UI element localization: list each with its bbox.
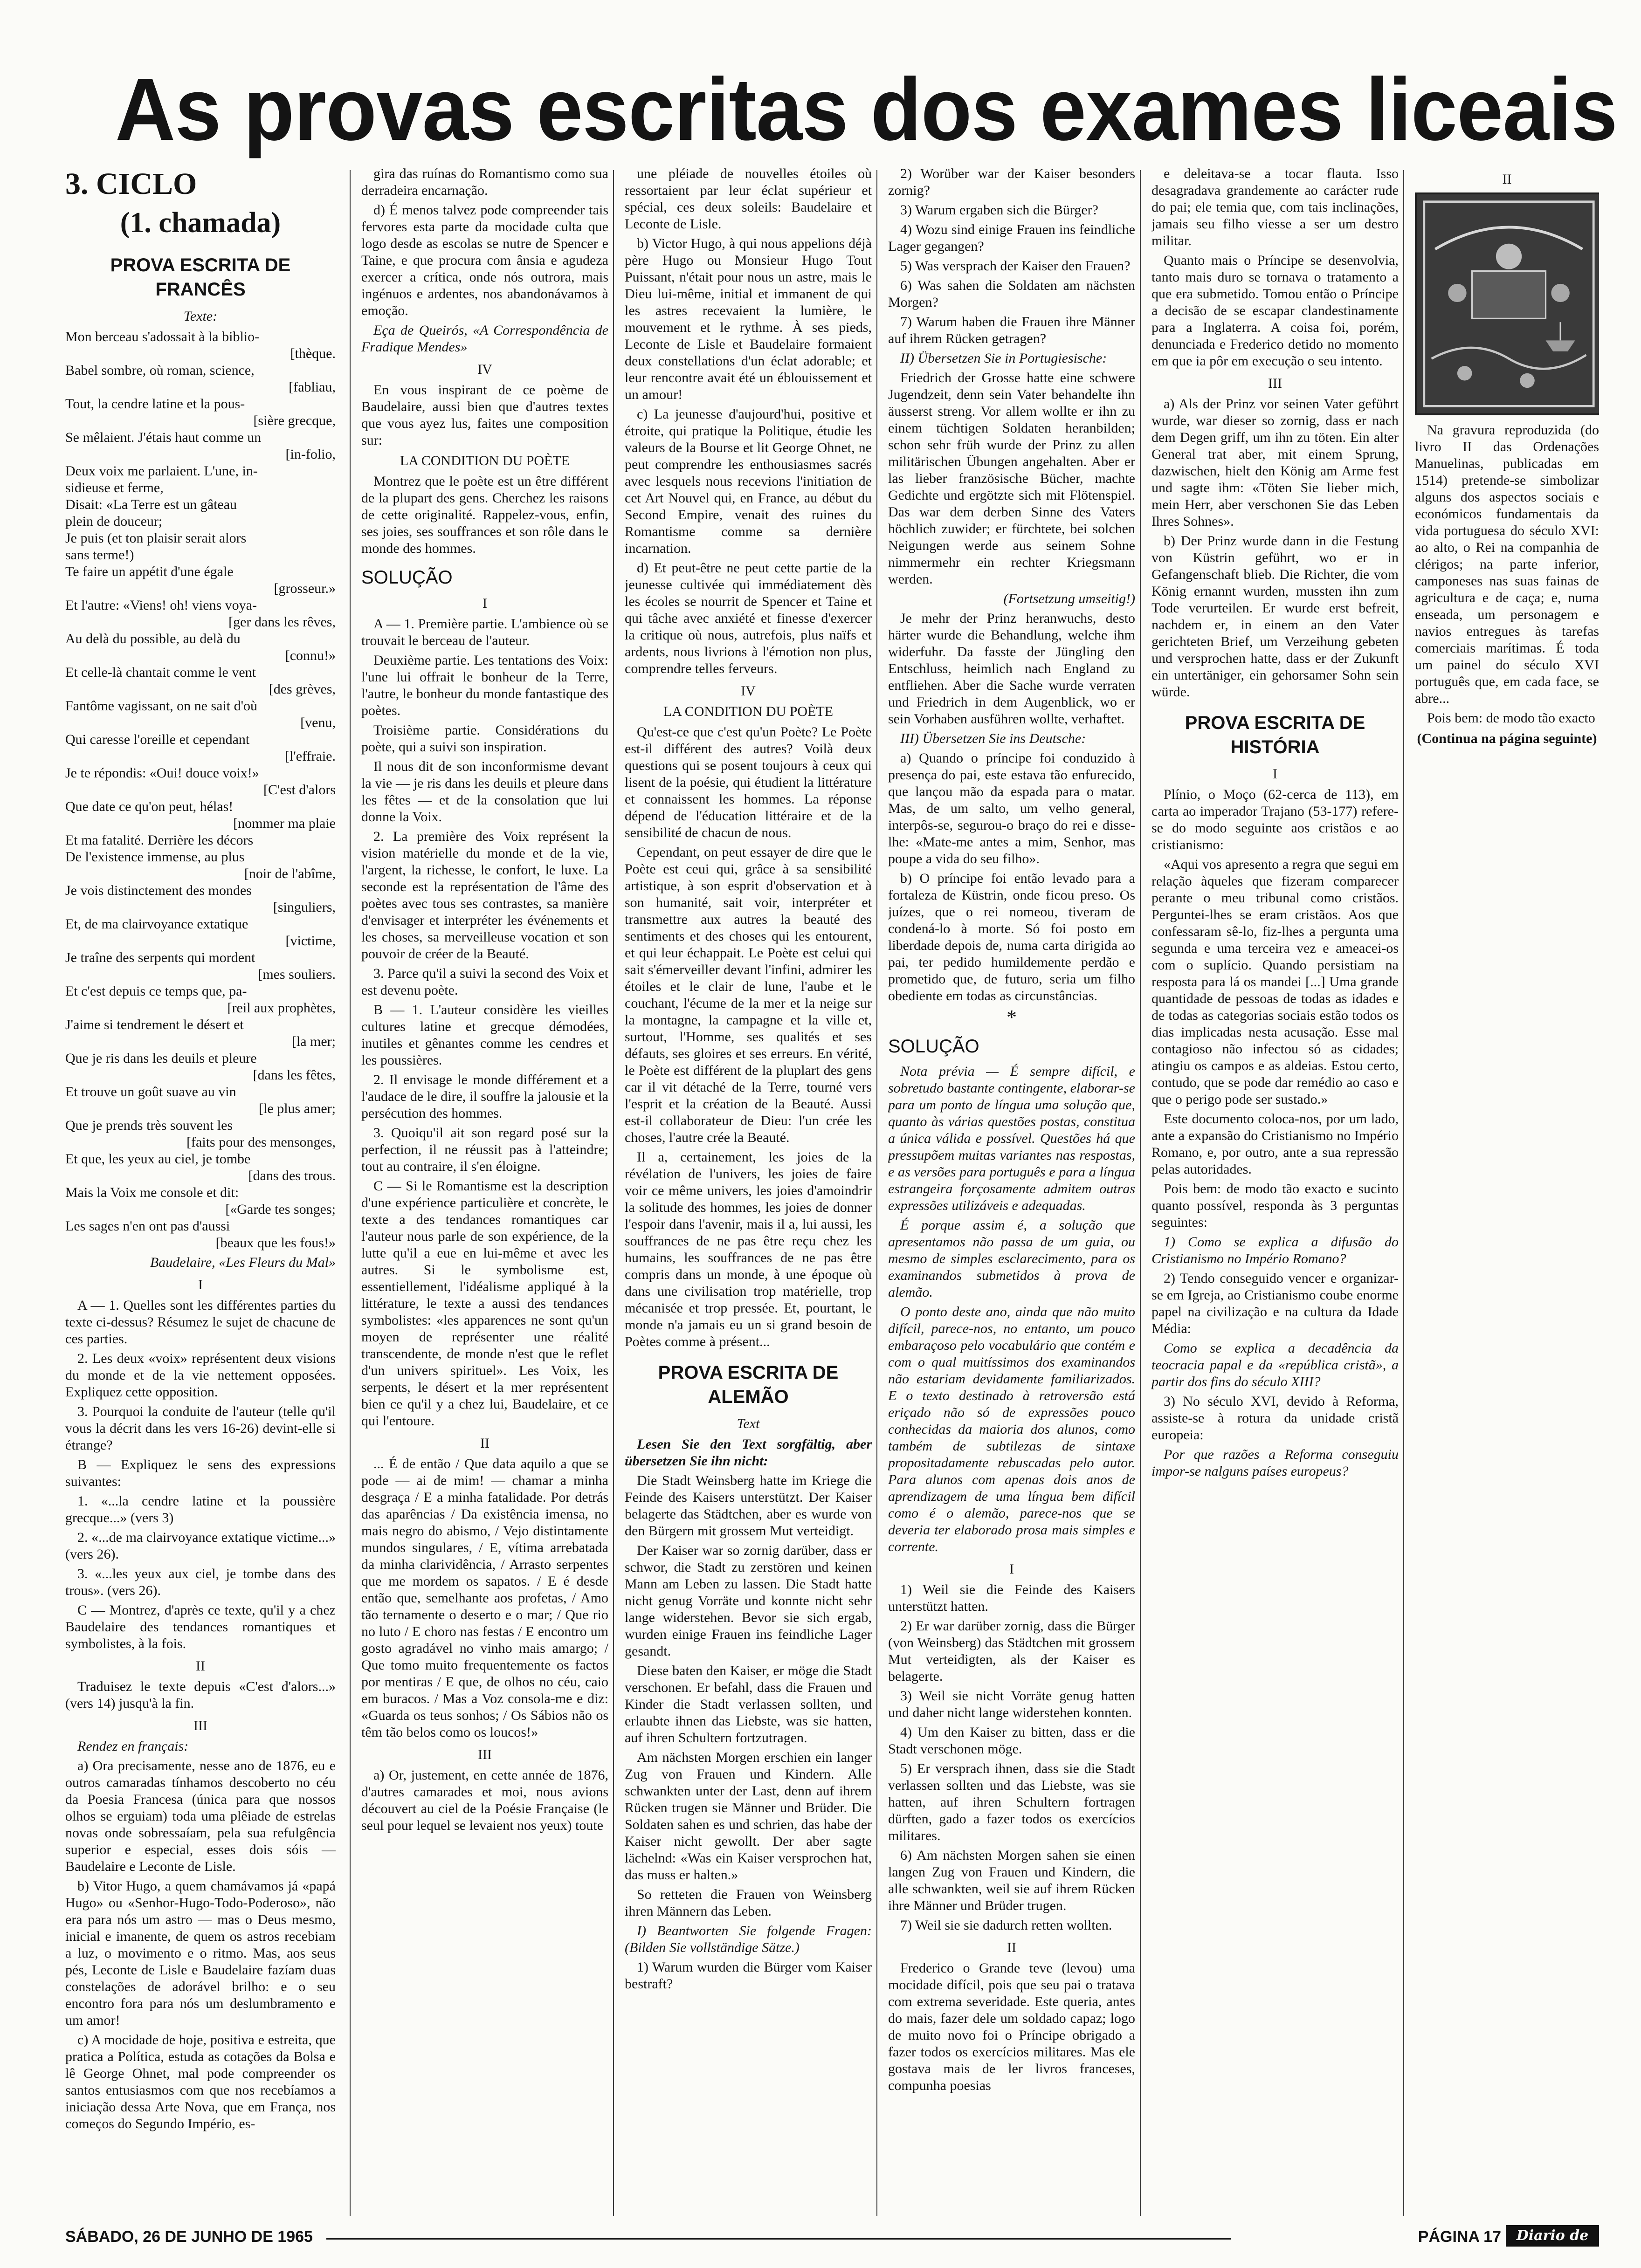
section-numeral: I (198, 1277, 203, 1292)
poem-line: Je puis (et ton plaisir serait alors (65, 530, 247, 546)
poem-line: [l'effraie. (285, 749, 336, 764)
history-paragraph: Na gravura reproduzida (do livro II das Ordenações Manuelinas, publicadas em 1514) pretende-se simbolizar alguns dos aspectos sociais e económicos fundamentais da vida portuguesa do século XVI: ao alto, o Rei na companhia de clérigos; na parte inferior, camponeses nas suas fainas de agricultura e de caça; e, numa enseada, um personagem e navios entregues às tarefas comerciais marítimas. É toda um painel do século XVI português que, em cada face, se abre... (1415, 422, 1599, 706)
question-item: 3) Warum ergaben sich die Bürger? (900, 202, 1098, 218)
poem-line: Deux voix me parlaient. L'une, in- (65, 463, 258, 479)
poem-line: [thèque. (290, 346, 336, 361)
german-paragraph: So retteten die Frauen von Weinsberg ihren Männern das Leben. (625, 1887, 872, 1919)
continuation-note: (Continua na página seguinte) (1417, 731, 1597, 746)
german-paragraph: Am nächsten Morgen erschien ein langer Zug von Frauen und Kindern. Alle schwankten unter der Last, denn auf ihrem Rücken trugen sie Männer und Brüder. Die Soldaten sahen es und schrien, das habe der Kaiser nicht gewollt. Der aber sagte lächelnd: «Was ein Kaiser versprochen hat, das muss er halten.» (625, 1750, 872, 1883)
poem-line: sans terme!) (65, 547, 134, 563)
prova-frances-title: PROVA ESCRITA DE FRANCÊS (110, 255, 291, 300)
poem-line: [singuliers, (273, 900, 336, 915)
solucao-heading: SOLUÇÃO (361, 567, 453, 588)
poem-line: [grosseur.» (274, 581, 336, 596)
section-numeral: I (1273, 766, 1277, 782)
column-rule (613, 170, 614, 2216)
text-paragraph: b) Vitor Hugo, a quem chamávamos já «papá Hugo» ou «Senhor-Hugo-Todo-Poderoso», não era para nós um astro — mas o Deus mesmo, inicial e imanente, de quem os astros recebiam a luz, o movimento e o ritmo. Mas, aos seus pés, Leconte de Lisle e Baudelaire fazíam duas constelações de adorável brilho: e o seu encontro fora para nós um deslumbramento e um amor! (65, 1878, 336, 2028)
poem-line: Que je prends très souvent les (65, 1118, 233, 1133)
question-paragraph: 2. «...de ma clairvoyance extatique victime...» (vers 26). (65, 1530, 336, 1562)
history-question: 1) Como se explica a difusão do Cristianismo no Império Romano? (1151, 1234, 1399, 1266)
poem-line: [dans des trous. (248, 1168, 336, 1183)
column-5 (1151, 165, 1399, 2226)
question-item: 5) Was versprach der Kaiser den Frauen? (900, 258, 1131, 274)
poem-line: Et trouve un goût suave au vin (65, 1084, 236, 1100)
instruction: Lesen Sie den Text sorgfältig, aber übersetzen Sie ihn nicht: (625, 1436, 872, 1469)
poem-line: [fabliau, (289, 379, 336, 395)
section-numeral: II (1007, 1940, 1016, 1955)
translation-paragraph: Quanto mais o Príncipe se desenvolvia, tanto mais duro se tornava o tratamento a que era submetido. Tomou então o Príncipe a decisão de se escapar clandestinamente para a Inglaterra. A coisa foi, porém, denunciada e Frederico detido no momento em que ia pôr em execução o seu intento. (1151, 253, 1399, 369)
poem-line: [le plus amer; (259, 1101, 336, 1116)
portuguese-paragraph: b) O príncipe foi então levado para a fortaleza de Küstrin, onde ficou preso. Os juízes, que o rei nomeou, tiveram de condená-lo à morte. Só foi posto em liberdade depois de, numa carta dirigida ao pai, ter pedido humildemente perdão e prometido que, de futuro, seria um filho obediente em todas as circunstâncias. (888, 871, 1135, 1003)
question-list (888, 165, 1135, 347)
answer-list (888, 1581, 1135, 1934)
answer-item: 2) Er war darüber zornig, dass die Bürger (von Weinsberg) das Städtchen mit grossem Mut verteidigten, als der Kaiser es belagerte. (888, 1618, 1135, 1684)
poem-line: [faits pour des mensonges, (186, 1134, 336, 1150)
german-paragraph: Diese baten den Kaiser, er möge die Stadt verschonen. Er befahl, dass die Frauen und Kinder die Stadt verlassen sollten, und erlaubte ihnen das Liebste, was sie hatten, auf ihren Schultern fortzutragen. (625, 1663, 872, 1746)
poem-line: [victime, (285, 933, 336, 948)
texte-label: Texte: (183, 309, 218, 324)
poem-line: [ger dans les rêves, (228, 614, 336, 630)
poem-line: Te faire un appétit d'une égale (65, 564, 234, 579)
column-rule (1140, 170, 1141, 2216)
text-paragraph: gira das ruínas do Romantismo como sua derradeira encarnação. (361, 166, 608, 198)
translation-paragraph: Frederico o Grande teve (levou) uma mocidade difícil, pois que seu pai o tratava com extrema severidade. Este queria, antes do mais, fazer dele um soldado capaz; logo de muito novo foi o Príncipe obrigado a fazer todos os exercícios militares. Mas ele gostava mais de ler livros franceses, compunha poesias (888, 1960, 1135, 2093)
answer-paragraph: Cependant, on peut essayer de dire que le Poète est ceui qui, grâce à sa sensibilité artistique, à son esprit d'observation et à son humanité, sait voir, interpréter et transmettre aux autres la beauté des sentiments et des choses qui les entourent, et qui leur échappait. Le Poète est celui qui sait s'émerveiller devant l'infini, admirer les étoiles et le clair de lune, l'aube et le couchant, l'écume de la mer et la neige sur la montagne, la campagne et la ville et, surtout, l'Homme, ses qualités et ses défauts, ses gloires et ses erreurs. En vérité, le Poète est différent de la pluplart des gens car il vit détaché de la Terre, tourné vers l'esprit et la création de la Beauté. Aussi est-il collaborateur de Dieu: l'un crée les choses, l'autre crée la Beauté. (625, 845, 872, 1145)
continuation-note: (Fortsetzung umseitig!) (1003, 591, 1135, 606)
composition-theme: LA CONDITION DU POÈTE (663, 704, 834, 719)
text-label: Text (737, 1416, 760, 1431)
poem-line: Au delà du possible, au delà du (65, 631, 241, 646)
column-rule (350, 170, 351, 2216)
answer-paragraph: b) Victor Hugo, à qui nous appelions déjà père Hugo ou Monsieur Hugo Tout Puissant, n'était pour nous un astre, mais le Dieu lui-même, initial et immanent de qui les astres recevaient la lumière, le mouvement et le rythme. À ses pieds, Leconte de Lisle et Baudelaire formaient deux constellations d'un éclat adorable; et leur rencontre avait été un éblouissement et un amour! (625, 236, 872, 402)
question-paragraph: B — Expliquez le sens des expressions suivantes: (65, 1457, 336, 1489)
column-rule (876, 170, 877, 2216)
ciclo-heading: 3. CICLO (65, 167, 197, 201)
poem-line: Qui caresse l'oreille et cependant (65, 732, 250, 747)
column-4 (888, 165, 1135, 2226)
separator-star: * (1007, 1006, 1017, 1029)
answer-paragraph: Troisième partie. Considérations du poète, qui a suivi son inspiration. (361, 722, 608, 755)
history-paragraph: «Aqui vos apresento a regra que segui em relação àqueles que fizeram comparecer perante o meu tribunal como cristãos. Perguntei-lhes se eram cristãos. Aos que confessaram sê-lo, fiz-lhes a pergunta uma segunda e uma terceira vez e ameacei-os com o suplício. Quando persistiam na resposta para lá os mandei [...] Uma grande quantidade de pessoas de todas as idades e de todas as categorias sociais estão todos os dias implicadas nesta acusação. Esse mal contagioso não infectou só as cidades; atingiu os campos e as aldeias. Estou certo, contudo, que se pode dar remédio ao caso e que o perigo pode ser sustado.» (1151, 857, 1399, 1107)
question-paragraph: Traduisez le texte depuis «C'est d'alors...» (vers 14) jusqu'à la fin. (65, 1679, 336, 1711)
answer-paragraph: ... É de então / Que data aquilo a que se pode — ai de mim! — chamar a minha desgraça / E a minha fatalidade. Por detrás das aparências / Da existência imensa, no mais negro do abismo, / Vejo distintamente mundos singulares, / E, vítima arrebatada da minha clarividência, / Arrasto serpentes que me mordem os sapatos. / E é desde então que, semelhante aos profetas, / Amo tão ternamente o deserto e o mar; / Que rio no luto / E choro nas festas / E encontro um gosto agradável no vinho mais amargo; / Que tomo muito frequentemente os factos por mentiras / E que, de olhos no céu, caio em buracos. / Mas a Voz consola-me e diz: «Guarda os teus sonhos; / Os Sábios não os têm tão belos como os loucos!» (361, 1456, 608, 1740)
poem-line: [dans les fêtes, (253, 1067, 336, 1083)
section-numeral: I (1009, 1561, 1014, 1577)
question-item: 2) Worüber war der Kaiser besonders zornig? (888, 166, 1135, 198)
note-paragraph: É porque assim é, a solução que apresentamos não passa de um guia, ou mesmo de simples esclarecimento, para os examinandos submetidos à prova de alemão. (888, 1217, 1135, 1300)
prova-alemao-title: PROVA ESCRITA DE ALEMÃO (658, 1362, 839, 1407)
poem-line: [in-folio, (285, 447, 336, 462)
footer-page-number: PÁGINA 17 (1418, 2228, 1501, 2246)
section-numeral: III (193, 1718, 207, 1733)
question-paragraph: 2. Les deux «voix» représentent deux visions du monde et de la vie nettement opposées. Expliquez cette opposition. (65, 1351, 336, 1400)
poem-line: Et celle-là chantait comme le vent (65, 665, 256, 680)
history-question: Por que razões a Reforma conseguiu impor-se nalguns países europeus? (1151, 1447, 1399, 1479)
chamada-heading: (1. chamada) (120, 207, 281, 239)
answer-paragraph: d) Et peut-être ne peut cette partie de la jeunesse cultivée qui immédiatement dès les écoles se nourrit de Spencer et Taine et qui tâche avec anxiété et finesse d'exercer la critique où nous, autrefois, plus naïfs et ardents, nous livrions à l'émotion non plus, comprendre telles ferveurs. (625, 560, 872, 676)
poem-line: Je traîne des serpents qui mordent (65, 950, 255, 965)
citation: Eça de Queirós, «A Correspondência de Fradique Mendes» (361, 323, 608, 355)
german-paragraph: Der Kaiser war so zornig darüber, dass er schwor, die Stadt zu zerstören und keinen Mann am Leben zu lassen. Die Stadt hatte nicht genug Vorräte und konnte nicht sehr lange widerstehen. Bevor sie sich ergab, wurden einige Frauen ins feindliche Lager gesandt. (625, 1543, 872, 1659)
answer-item: 5) Er versprach ihnen, dass sie die Stadt verlassen sollten und das Liebste, was sie hatten, auf ihren Schultern fortragen dürften, gado a fazer todos os exercícios militares. (888, 1761, 1135, 1843)
section-numeral: I (483, 596, 487, 611)
column-1 (65, 165, 336, 2226)
answer-paragraph: Il a, certainement, les joies de la révélation de l'univers, les joies de faire voir ce même univers, les joies d'amoindrir la solitude des hommes, les joies de donner l'espoir dans l'avenir, mais il a, lui aussi, les souffrances de ne pas être reçu chez les humains, les souffrances de ne pas être compris dans un monde, à une époque où dans une civilisation trop matérielle, trop mécanisée et trop pressée. Et, pourtant, le monde n'a jamais eu un si grand besoin de Poètes comme à présent... (625, 1149, 872, 1349)
question-item: 1) Warum wurden die Bürger vom Kaiser bestraft? (625, 1959, 872, 1992)
poem-line: [nommer ma plaie (233, 816, 336, 831)
answer-item: 7) Weil sie sie dadurch retten wollten. (900, 1917, 1112, 1933)
note-paragraph: Nota prévia — É sempre difícil, e sobretudo bastante contingente, elaborar-se para um ponto de língua uma solução que, quanto às várias questões postas, constitua a única válida e possível. Questões há que pressupõem muitas variantes nas respostas, e as versões para português e para a língua estrangeira forçosamente admitem outras expressões utilizáveis e adequadas. (888, 1064, 1135, 1213)
answer-paragraph: 3. Quoiqu'il ait son regard posé sur la perfection, il ne réussit pas à l'atteindre; tout au contraire, il s'en éloigne. (361, 1125, 608, 1174)
text-paragraph: d) É menos talvez pode compreender tais fervores esta parte da mocidade culta que logo desde as escolas se nutre de Spencer e Taine, e que procura com ânsia e agudeza exercer a crítica, onde nós outrora, mais ingénuos e ardentes, nos abandonávamos à emoção. (361, 202, 608, 318)
answer-paragraph: B — 1. L'auteur considère les vieilles cultures latine et grecque démodées, inutiles et gênantes comme les cendres et les poussières. (361, 1002, 608, 1068)
poem-line: Tout, la cendre latine et la pous- (65, 396, 245, 412)
footer-rule (326, 2238, 1231, 2240)
poem-line: Se mêlaient. J'étais haut comme un (65, 430, 262, 445)
page-footer (65, 2224, 1599, 2265)
question-paragraph: 3. «...les yeux aux ciel, je tombe dans des trous». (vers 26). (65, 1566, 336, 1598)
engraving-image (1415, 192, 1599, 415)
poem-line: Et ma fatalité. Derrière les décors (65, 832, 254, 848)
poem-line: Que date ce qu'on peut, hélas! (65, 799, 234, 814)
footer-date: SÁBADO, 26 DE JUNHO DE 1965 (65, 2228, 313, 2246)
german-paragraph: Friedrich der Grosse hatte eine schwere Jugendzeit, denn sein Vater behandelte ihn äusserst streng. Vor allem wollte er ihn zu einem tüchtigen Soldaten heranbilden; schon sehr früh wurde der Prinz zu allen militärischen Übungen angehalten. Aber er las lieber französische Bücher, machte Gedichte und ergötzte sich mit Flötenspiel. Das war dem derben Sinne des Vaters höchlich zuwider; er fürchtete, bei solchen Neigungen werde aus seinem Sohne nimmermehr ein rechter Kriegsmann werden. (888, 370, 1135, 587)
german-paragraph: Je mehr der Prinz heranwuchs, desto härter wurde die Behandlung, welche ihm widerfuhr. Da fasste der Jüngling den Entschluss, heimlich nach England zu entfliehen. Aber die Sache wurde verraten und Friedrich in dem Augenblick, wo er sein Vorhaben ausführen wollte, verhaftet. (888, 611, 1135, 727)
question-heading: I) Beantworten Sie folgende Fragen: (Bilden Sie vollständige Sätze.) (625, 1923, 872, 1955)
poem-line: plein de douceur; (65, 514, 163, 529)
question-paragraph: A — 1. Quelles sont les différentes parties du texte ci-dessus? Résumez le sujet de chacune de ces parties. (65, 1298, 336, 1347)
translation-paragraph: e deleitava-se a tocar flauta. Isso desagradava grandemente ao carácter rude do pai; ele temia que, com tais inclinações, jamais seu filho viesse a ser um destro militar. (1151, 166, 1399, 248)
question-heading: III) Übersetzen Sie ins Deutsche: (900, 731, 1086, 746)
answer-item: 4) Um den Kaiser zu bitten, dass er die Stadt verschonen möge. (888, 1725, 1135, 1757)
poem-line: sidieuse et ferme, (65, 480, 164, 495)
page-headline: As provas escritas dos exames liceais (115, 60, 1617, 159)
question-item: 4) Wozu sind einige Frauen ins feindliche Lager gegangen? (888, 222, 1135, 254)
poem-line: [noir de l'abîme, (244, 866, 336, 881)
answer-paragraph: une pléiade de nouvelles étoiles où ressortaient par leur éclat supérieur et spécial, ces deux soleils: Baudelaire et Leconte de Lisle. (625, 166, 872, 232)
text-paragraph: c) A mocidade de hoje, positiva e estreita, que pratica a Política, estuda as cotações da Bolsa e lê George Ohnet, mal pode compreender os santos entusiasmos com que nos recebíamos a iniciação dessa Arte Nova, que em França, nos começos do Segundo Império, es- (65, 2032, 336, 2131)
answer-paragraph: 2. Il envisage le monde différement et a l'audace de le dire, il souffre la jalousie et la persécution des hommes. (361, 1072, 608, 1121)
history-paragraph: Este documento coloca-nos, por um lado, ante a expansão do Cristianismo no Império Romano, e, por outro, ante a sua repressão pelas autoridades. (1151, 1111, 1399, 1177)
answer-paragraph: A — 1. Première partie. L'ambience où se trouvait le berceau de l'auteur. (361, 616, 608, 648)
column-6 (1415, 165, 1599, 2226)
poem-line: Babel sombre, où roman, science, (65, 363, 255, 378)
poem-line: [beaux que les fous!» (215, 1235, 336, 1251)
question-heading: II) Übersetzen Sie in Portugiesische: (900, 351, 1107, 366)
portuguese-paragraph: a) Quando o príncipe foi conduzido à presença do pai, este estava tão enfurecido, que lançou mão da espada para o matar. Mas, de um salto, um velho general, interpôs-se, segurou-o braço do rei e disse-lhe: «Mate-me antes a mim, Senhor, mas poupe a vida do seu filho». (888, 750, 1135, 866)
engraving-illustration (1417, 194, 1599, 413)
solucao-heading: SOLUÇÃO (888, 1036, 979, 1057)
poem-line: Et l'autre: «Viens! oh! viens voya- (65, 598, 257, 613)
poem-line: [sière grecque, (253, 413, 336, 428)
section-numeral: IV (477, 362, 492, 377)
history-paragraph: 3) No século XVI, devido à Reforma, assiste-se à rotura da unidade cristã europeia: (1151, 1394, 1399, 1443)
answer-paragraph: Qu'est-ce que c'est qu'un Poète? Le Poète est-il différent des autres? Voilà deux questions qui se posent toujours à ceux qui lisent de la poésie, qui étudient la littérature et connaissent les hommes. La réponse dépend de l'éducation littéraire et de la sensibilité de chacun de nous. (625, 724, 872, 840)
poem-line: Je vois distinctement des mondes (65, 883, 252, 898)
poem-line: Et, de ma clairvoyance extatique (65, 916, 248, 932)
question-item: 6) Was sahen die Soldaten am nächsten Morgen? (888, 278, 1135, 310)
poem-line: [la mer; (291, 1034, 336, 1049)
poem-line: Que je ris dans les deuils et pleure (65, 1051, 257, 1066)
section-numeral: III (1268, 376, 1282, 391)
answer-item: 6) Am nächsten Morgen sahen sie einen langen Zug von Frauen und Kindern, die alle schwankten, weil sie auf ihrem Rücken ihre Männer und Brüder trugen. (888, 1848, 1135, 1913)
answer-paragraph: 3. Parce qu'il a suivi la second des Voix et est devenu poète. (361, 966, 608, 998)
composition-theme: LA CONDITION DU POÈTE (400, 453, 570, 468)
poem-line: Fantôme vagissant, on ne sait d'où (65, 698, 258, 714)
answer-item: 1) Weil sie die Feinde des Kaisers unterstützt hatten. (888, 1582, 1135, 1614)
text-paragraph: Montrez que le poète est un être différent de la plupart des gens. Cherchez les raisons de cette originalité. Rappelez-vous, enfin, ses joies, ses souffrances et son rôle dans le monde des hommes. (361, 474, 608, 556)
german-paragraph: Die Stadt Weinsberg hatte im Kriege die Feinde des Kaisers unterstützt. Der Kaiser belagerte das Städtchen, aber es wurde von den Bürgern mit grossem Mut verteidigt. (625, 1473, 872, 1539)
poem-line: [«Garde tes songes; (225, 1202, 336, 1217)
section-numeral: II (196, 1658, 205, 1674)
translation-paragraph: b) Der Prinz wurde dann in die Festung von Küstrin geführt, wo er in Gefangenschaft blieb. Die Richter, die vom König ernannt wurden, mussten ihn zum Tode verurteilen. Er wurde erst befreit, nachdem er, in einem an den Vater gerichteten Brief, um Verzeihung gebeten und versprochen hatte, dass er der Zukunft ein untertäniger, ein gehorsamer Sohn sein würde. (1151, 533, 1399, 700)
column-3 (625, 165, 872, 2226)
column-2 (361, 165, 608, 2226)
text-paragraph: a) Ora precisamente, nesse ano de 1876, eu e outros camaradas tínhamos descoberto no céu da Poesia Francesa (única para que nossos olhos se erguiam) toda uma plêiade de estrelas novas onde sobressaíam, pela sua refulgência superior e especial, esses dois sóis — Baudelaire e Leconte de Lisle. (65, 1758, 336, 1874)
question-item: 7) Warum haben die Frauen ihre Männer auf ihrem Rücken getragen? (888, 314, 1135, 346)
prova-historia-title: PROVA ESCRITA DE HISTÓRIA (1185, 713, 1365, 757)
question-paragraph: C — Montrez, d'après ce texte, qu'il y a chez Baudelaire des tendances romantiques et symbolistes, à la fois. (65, 1602, 336, 1651)
question-paragraph: 1. «...la cendre latine et la poussière grecque...» (vers 3) (65, 1493, 336, 1526)
poem-line: Je te répondis: «Oui! douce voix!» (65, 765, 259, 781)
poem-line: Et que, les yeux au ciel, je tombe (65, 1151, 251, 1167)
section-numeral: II (480, 1436, 490, 1451)
rendez-label: Rendez en français: (77, 1739, 189, 1754)
poem (65, 329, 336, 1251)
text-paragraph: En vous inspirant de ce poème de Baudelaire, aussi bien que d'autres textes que vous ayez lus, faites une composition sur: (361, 382, 608, 448)
poem-line: Disait: «La Terre est un gâteau (65, 497, 237, 512)
poem-line: Mon berceau s'adossait à la biblio- (65, 329, 260, 344)
answer-paragraph: Il nous dit de son inconformisme devant la vie — je ris dans les deuils et pleure dans les fêtes — et de la consolation que lui donne la Voix. (361, 759, 608, 825)
question-paragraph: 3. Pourquoi la conduite de l'auteur (telle qu'il vous la décrit dans les vers 16-26) devint-elle si étrange? (65, 1404, 336, 1453)
poem-line: [venu, (300, 715, 336, 730)
history-paragraph: Pois bem: de modo tão exacto e sucinto quanto possível, responda às 3 perguntas seguintes: (1151, 1181, 1399, 1230)
poem-line: Les sages n'en ont pas d'aussi (65, 1218, 230, 1234)
note-paragraph: O ponto deste ano, ainda que não muito difícil, parece-nos, no entanto, um pouco embaraçoso pelo vocabulário que contém e com o qual muitíssimos dos examinandos não estariam devidamente familiarizados. E o texto destinado à retroversão está eriçado não só de expressões pouco conhecidas da maioria dos alunos, como também de subtilezas de sintaxe propositadamente rebuscadas pelo autor. Para alunos com apenas dois anos de aprendizagem de uma língua bem difícil como é o alemão, parece-nos que se deveria ter elaborado prosa mais simples e corrente. (888, 1304, 1135, 1554)
poem-line: [connu!» (285, 648, 336, 663)
history-paragraph: Plínio, o Moço (62-cerca de 113), em carta ao imperador Trajano (53-177) refere-se do modo seguinte aos cristãos e ao cristianismo: (1151, 787, 1399, 852)
poem-line: [mes souliers. (258, 967, 336, 982)
poem-line: Et c'est depuis ce temps que, pa- (65, 983, 247, 999)
poem-line: Mais la Voix me console et dit: (65, 1185, 239, 1200)
section-numeral: II (1502, 172, 1512, 187)
column-rule (1403, 170, 1404, 2216)
history-paragraph: Pois bem: de modo tão exacto (1427, 710, 1595, 726)
translation-paragraph: a) Als der Prinz vor seinen Vater geführt wurde, war dieser so zornig, dass er nach dem Degen griff, um ihn zu töten. Ein alter General trat aber, mit einem Sprung, dazwischen, hielt den König am Arme fest und sagte ihm: «Töten Sie lieber mich, mein Herr, aber verschonen Sie das Leben Ihres Sohnes». (1151, 396, 1399, 529)
history-paragraph: 2) Tendo conseguido vencer e organizar-se em Igreja, ao Cristianismo coube enorme papel na civilização e na cultura da Idade Média: (1151, 1271, 1399, 1336)
history-question: Como se explica a decadência da teocracia papal e da «república cristã», a partir dos fins do século XIII? (1151, 1340, 1399, 1389)
poem-attribution: Baudelaire, «Les Fleurs du Mal» (150, 1255, 336, 1270)
answer-paragraph: c) La jeunesse d'aujourd'hui, positive et étroite, qui pratique la Politique, étudie les valeurs de la Bourse et lit George Ohnet, ne peut comprendre les enthousiasmes sacrés avec lesquels nous recevions l'initiation de cet Art Nouvel qui, en France, au début du Second Empire, venait des ruines du Romantisme comme sa dernière incarnation. (625, 406, 872, 556)
answer-item: 3) Weil sie nicht Vorräte genug hatten und daher nicht lange widerstehen konnten. (888, 1688, 1135, 1720)
poem-line: [C'est d'alors (263, 782, 336, 797)
poem-line: [reil aux prophètes, (227, 1000, 336, 1016)
poem-line: [des grèves, (269, 681, 336, 697)
answer-paragraph: 2. La première des Voix représent la vision matérielle du monde et de la vie, l'argent, la richesse, le confort, le luxe. La seconde est la représentation de l'âme des poètes avec tous ses contrastes, sa manière d'envisager et interpréter les événements et les choses, sa merveilleuse vocation et son pouvoir de créer de la Beauté. (361, 829, 608, 962)
section-numeral: IV (741, 683, 756, 699)
section-numeral: III (478, 1747, 492, 1762)
poem-line: J'aime si tendrement le désert et (65, 1017, 244, 1032)
newspaper-logo: Diario de Lisboa (1506, 2225, 1599, 2247)
poem-line: De l'existence immense, au plus (65, 849, 245, 865)
answer-paragraph: Deuxième partie. Les tentations des Voix: l'une lui offrait le bonheur de la Terre, l'autre, le bonheur du monde fantastique des poètes. (361, 653, 608, 718)
answer-paragraph: a) Or, justement, en cette année de 1876, d'autres camarades et moi, nous avions découvert au ciel de la Poésie Française (le seul pour lequel se levaient nos yeux) toute (361, 1767, 608, 1833)
answer-paragraph: C — Si le Romantisme est la description d'une expérience particulière et concrète, le texte a des tendances romantiques car l'auteur nous parle de son expérience, de la lutte qu'il a eue en lui-même et avec les autres. Si le symbolisme est, essentiellement, l'idéalisme appliqué à la littérature, le texte a aussi des tendances symbolistes: «les apparences ne sont qu'un moyen de représenter une réalité transcendente, de monde n'est que le reflet d'un univers spirituel». Les Voix, les serpents, le désert et la mer représentent bien ce qu'il y a chez lui, Baudelaire, et ce qui l'entoure. (361, 1178, 608, 1429)
